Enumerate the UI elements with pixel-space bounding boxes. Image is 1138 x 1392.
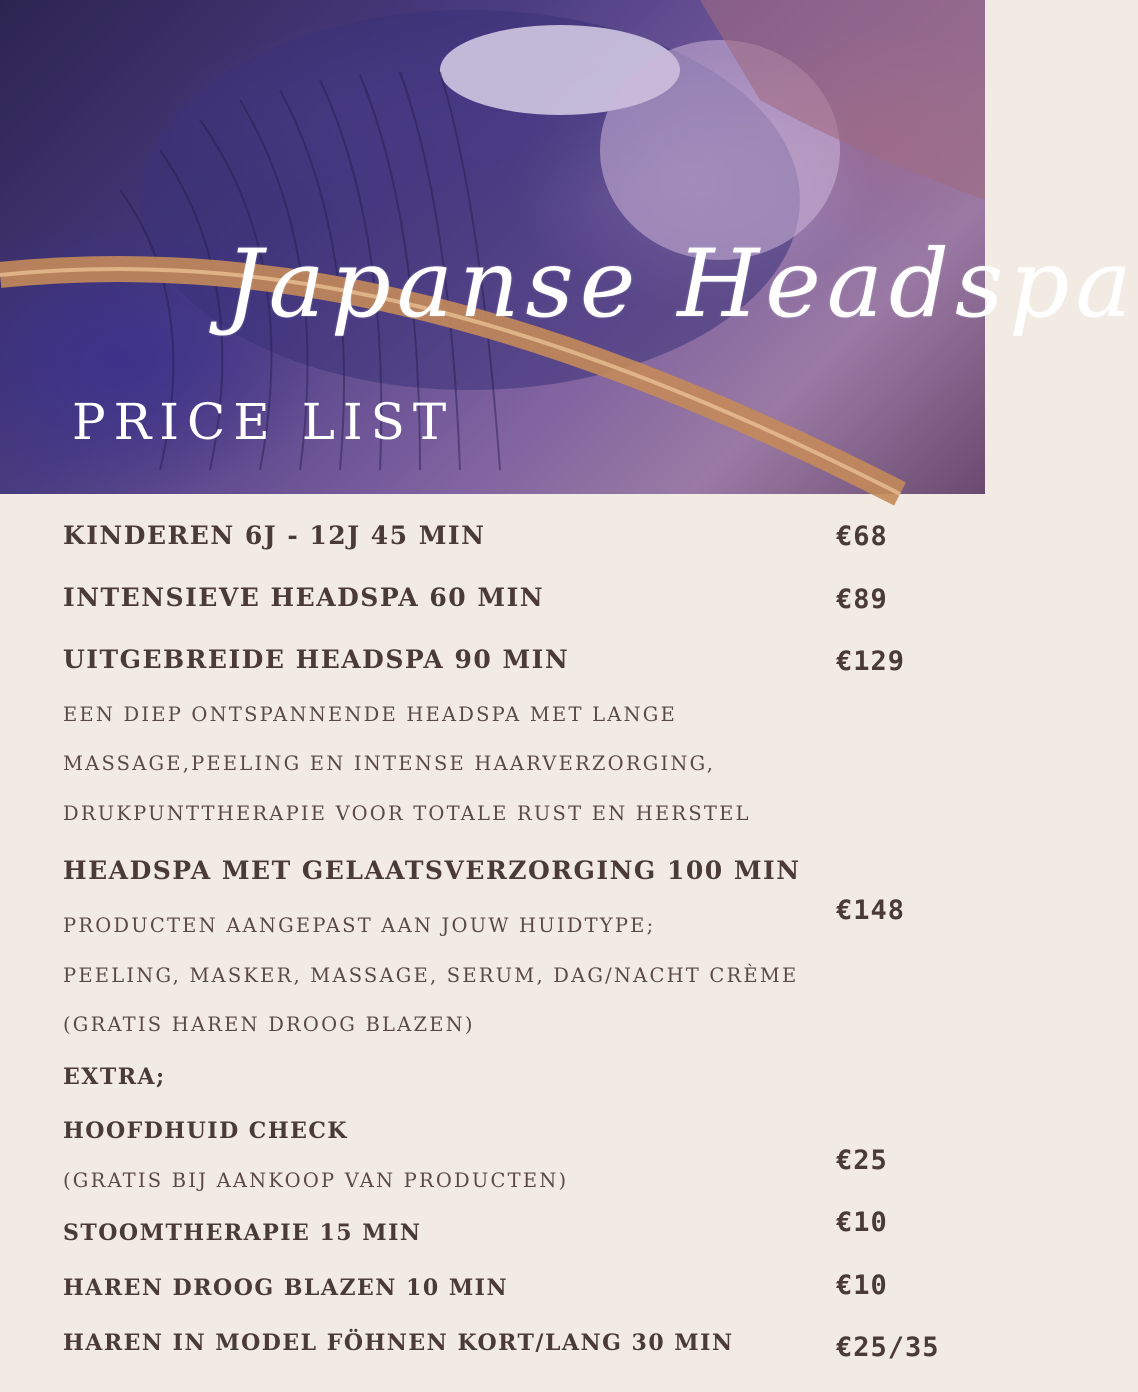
service-hoofdhuid-check: HOOFDHUID CHECK [63,1118,349,1144]
service-gelaatsverzorging: HEADSPA MET GELAATSVERZORGING 100 MIN [63,856,801,885]
service-kinderen: KINDEREN 6J - 12J 45 MIN [63,521,486,550]
service-uitgebreide: UITGEBREIDE HEADSPA 90 MIN [63,645,570,674]
service-fohnen: HAREN IN MODEL FÖHNEN KORT/LANG 30 MIN [63,1330,734,1356]
description-line: MASSAGE,PEELING EN INTENSE HAARVERZORGING, [63,752,716,775]
price-hoofdhuid-check: €25 [836,1145,888,1176]
service-intensieve: INTENSIEVE HEADSPA 60 MIN [63,583,545,612]
description-line: DRUKPUNTTHERAPIE VOOR TOTALE RUST EN HERSTEL [63,802,751,825]
description-line: PRODUCTEN AANGEPAST AAN JOUW HUIDTYPE; [63,914,656,937]
description-line: EEN DIEP ONTSPANNENDE HEADSPA MET LANGE [63,703,677,726]
script-title: Japanse Headspa [225,230,1138,339]
price-fohnen: €25/35 [836,1332,940,1363]
price-stoomtherapie: €10 [836,1207,888,1238]
service-stoomtherapie: STOOMTHERAPIE 15 MIN [63,1220,422,1246]
description-line: PEELING, MASKER, MASSAGE, SERUM, DAG/NACHT CRÈME [63,964,799,987]
price-droog-blazen: €10 [836,1270,888,1301]
service-droog-blazen: HAREN DROOG BLAZEN 10 MIN [63,1275,509,1301]
hero-photo [0,0,1138,494]
price-intensieve: €89 [836,584,888,615]
page-title: PRICE LIST [72,393,455,451]
description-line: (GRATIS HAREN DROOG BLAZEN) [63,1013,475,1036]
price-uitgebreide: €129 [836,646,906,677]
extra-heading: EXTRA; [63,1064,166,1090]
description-line: (GRATIS BIJ AANKOOP VAN PRODUCTEN) [63,1169,569,1192]
price-kinderen: €68 [836,521,888,552]
price-gelaatsverzorging: €148 [836,895,906,926]
